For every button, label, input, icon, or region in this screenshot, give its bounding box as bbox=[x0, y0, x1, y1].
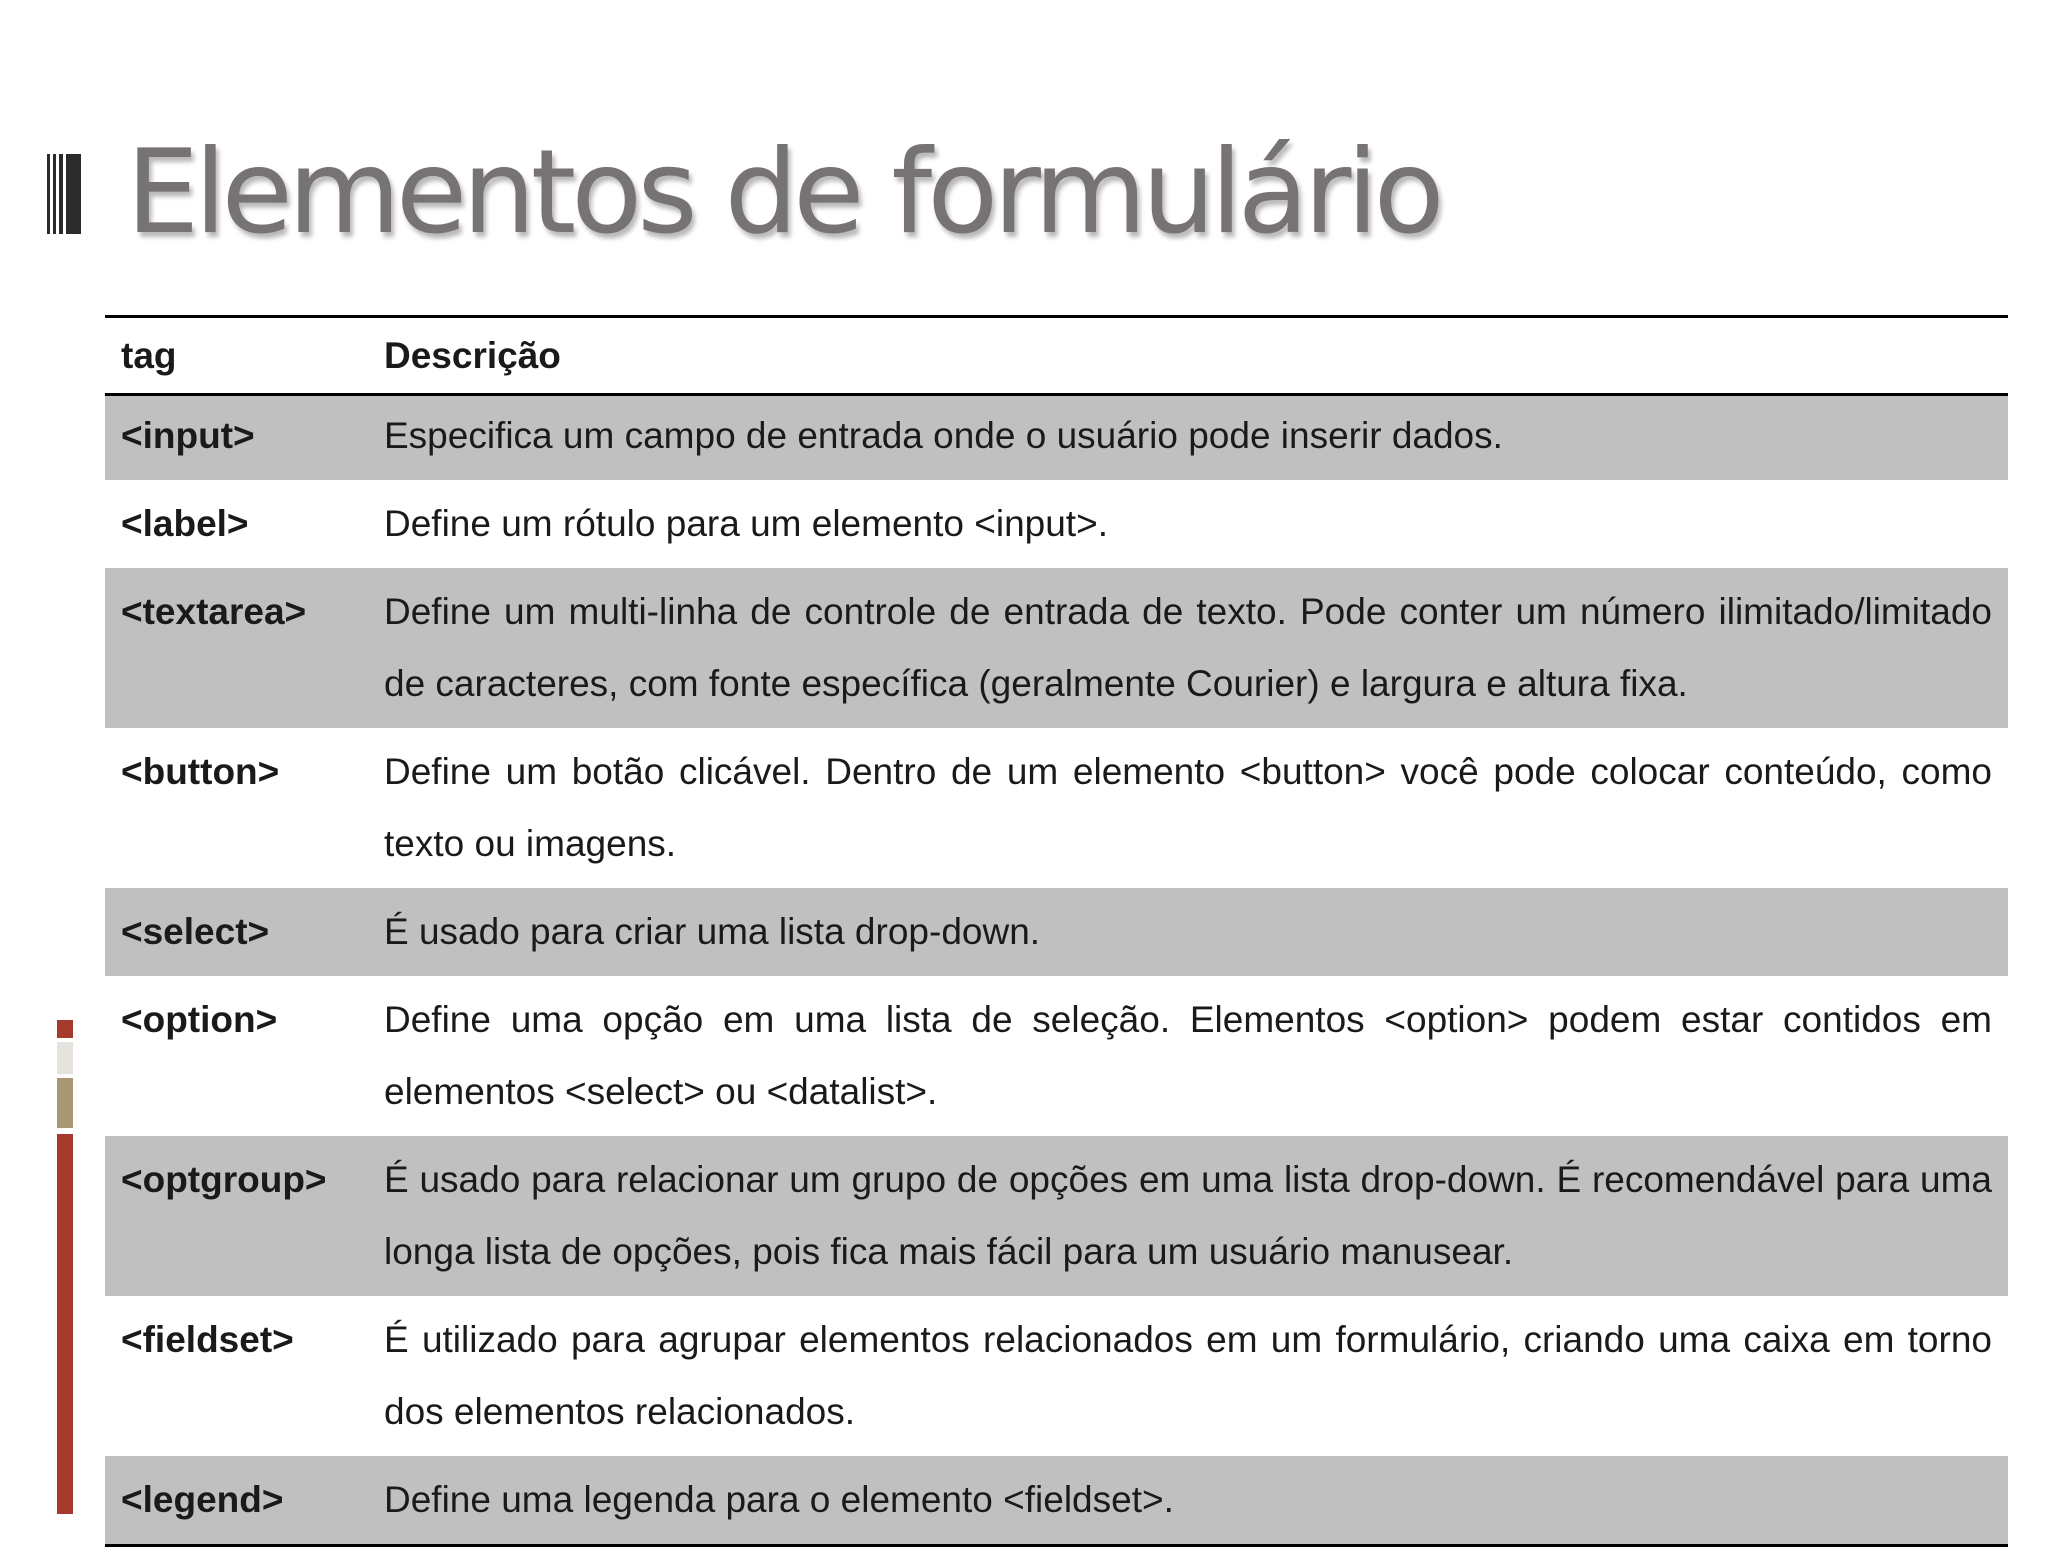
row-description: Define uma opção em uma lista de seleção. Elementos <option> podem estar contidos em elementos <select> ou <datalist>. bbox=[368, 976, 2008, 1136]
row-tag: <label> bbox=[105, 480, 368, 568]
row-description: É utilizado para agrupar elementos relacionados em um formulário, criando uma caixa em torno dos elementos relacionados. bbox=[368, 1296, 2008, 1456]
table-row bbox=[105, 1456, 2008, 1546]
row-tag: <fieldset> bbox=[105, 1296, 368, 1456]
form-elements-table bbox=[105, 315, 2008, 1547]
header-tag: tag bbox=[121, 335, 177, 376]
table-row bbox=[105, 568, 2008, 728]
accent-bar-segment bbox=[57, 1078, 73, 1128]
row-description: É usado para criar uma lista drop-down. bbox=[368, 888, 2008, 976]
row-description: É usado para relacionar um grupo de opções em uma lista drop-down. É recomendável para uma longa lista de opções, pois fica mais fácil para um usuário manusear. bbox=[368, 1136, 2008, 1296]
table-row bbox=[105, 1296, 2008, 1456]
row-tag: <input> bbox=[105, 395, 368, 481]
row-tag: <legend> bbox=[105, 1456, 368, 1546]
table-header-row bbox=[105, 317, 2008, 395]
accent-bar-segment bbox=[57, 1020, 73, 1038]
row-description: Especifica um campo de entrada onde o usuário pode inserir dados. bbox=[368, 395, 2008, 481]
row-tag: <textarea> bbox=[105, 568, 368, 728]
row-description: Define uma legenda para o elemento <fieldset>. bbox=[368, 1456, 2008, 1546]
row-description: Define um multi-linha de controle de entrada de texto. Pode conter um número ilimitado/limitado de caracteres, com fonte específica (geralmente Courier) e largura e altura fixa. bbox=[368, 568, 2008, 728]
header-description: Descrição bbox=[384, 335, 561, 376]
row-tag: <optgroup> bbox=[105, 1136, 368, 1296]
table-row bbox=[105, 480, 2008, 568]
table-row bbox=[105, 888, 2008, 976]
table-row bbox=[105, 1136, 2008, 1296]
slide-title: Elementos de formulário bbox=[126, 125, 1440, 260]
row-tag: <button> bbox=[105, 728, 368, 888]
row-tag: <option> bbox=[105, 976, 368, 1136]
table-row bbox=[105, 728, 2008, 888]
table-row bbox=[105, 395, 2008, 481]
accent-bar-segment bbox=[57, 1134, 73, 1514]
title-decoration-icon bbox=[47, 154, 81, 234]
row-description: Define um botão clicável. Dentro de um elemento <button> você pode colocar conteúdo, como texto ou imagens. bbox=[368, 728, 2008, 888]
row-description: Define um rótulo para um elemento <input>. bbox=[368, 480, 2008, 568]
table-row bbox=[105, 976, 2008, 1136]
row-tag: <select> bbox=[105, 888, 368, 976]
accent-bar-segment bbox=[57, 1042, 73, 1074]
